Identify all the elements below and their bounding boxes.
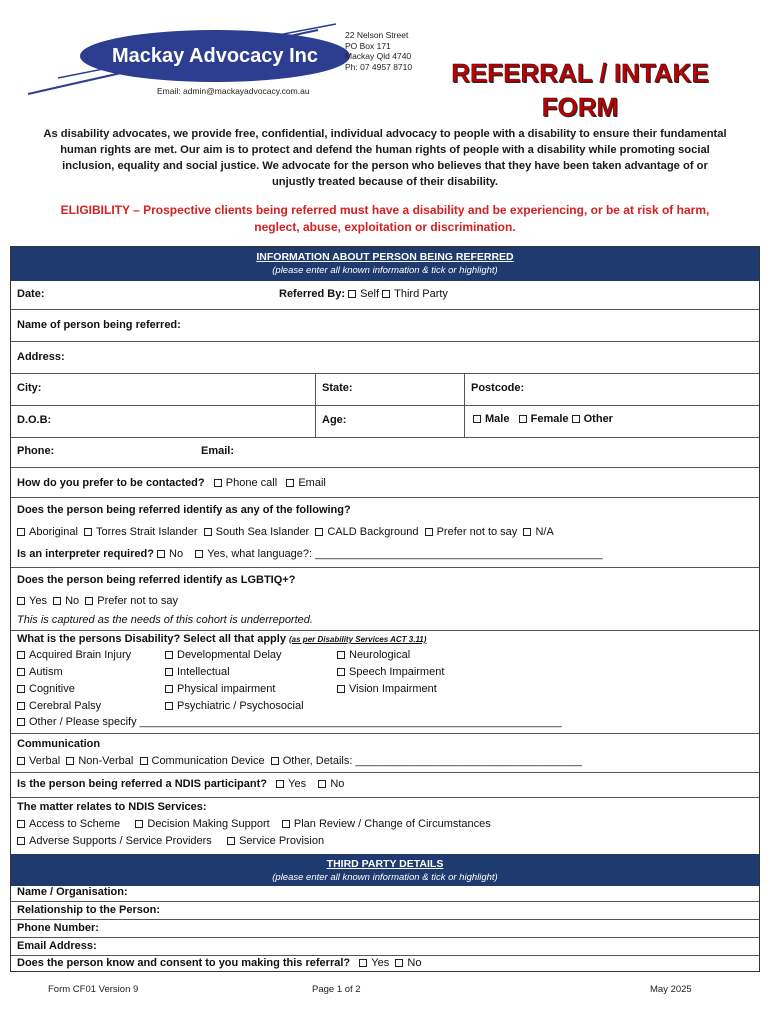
option-developmental: Developmental Delay [177, 649, 282, 661]
option-no: No [407, 957, 422, 969]
tp-relationship-label[interactable]: Relationship to the Person: [17, 904, 161, 916]
tp-name-label[interactable]: Name / Organisation: [17, 886, 128, 898]
ndis-question: Is the person being referred a NDIS participant? [17, 778, 267, 790]
disability-reference: (as per Disability Services ACT 3.11) [289, 635, 427, 644]
checkbox[interactable] [214, 479, 222, 487]
checkbox[interactable] [572, 415, 580, 423]
section-header-third-party [11, 854, 759, 886]
tp-email-label[interactable]: Email Address: [17, 940, 97, 952]
checkbox[interactable] [425, 528, 433, 536]
address-line: Mackay Qld 4740 [345, 51, 412, 61]
option-comm-device: Communication Device [151, 755, 265, 767]
checkbox[interactable] [17, 528, 25, 536]
option-cerebral-palsy: Cerebral Palsy [29, 700, 102, 712]
section-heading: INFORMATION ABOUT PERSON BEING REFERRED [256, 251, 514, 263]
referral-form [10, 246, 760, 972]
lgbt-options [17, 594, 178, 608]
checkbox[interactable] [204, 528, 212, 536]
option-yes: Yes [29, 595, 47, 607]
option-intellectual: Intellectual [177, 666, 230, 678]
interpreter-row [17, 547, 603, 561]
checkbox[interactable] [17, 668, 25, 676]
disability-other [17, 715, 562, 729]
option-south-sea: South Sea Islander [215, 526, 310, 538]
address-line: Ph: 07 4957 8710 [345, 61, 413, 72]
org-email: Email: admin@mackayadvocacy.com.au [157, 86, 310, 96]
checkbox[interactable] [227, 837, 235, 845]
eligibility-text: ELIGIBILITY – Prospective clients being referred must have a disability and be experiencing, or be at risk of harm, neglect, abuse, exploitation or discrimination. [60, 203, 710, 234]
option-aboriginal: Aboriginal [29, 526, 78, 538]
title-line-2: FORM [541, 92, 619, 122]
city-label[interactable]: City: [17, 382, 42, 394]
section-subheading: (please enter all known information & tick or highlight) [272, 265, 498, 276]
checkbox[interactable] [135, 820, 143, 828]
matter-row-2 [17, 834, 324, 848]
matter-row-1 [17, 817, 491, 831]
checkbox[interactable] [66, 757, 74, 765]
option-other-details: Other, Details: _____________________________________ [282, 755, 582, 767]
option-verbal: Verbal [29, 755, 61, 767]
option-non-verbal: Non-Verbal [78, 755, 134, 767]
option-na: N/A [535, 526, 554, 538]
option-yes: Yes [371, 957, 390, 969]
checkbox[interactable] [195, 550, 203, 558]
checkbox[interactable] [382, 290, 390, 298]
checkbox[interactable] [85, 597, 93, 605]
option-third-party: Third Party [394, 288, 448, 300]
option-yes: Yes [288, 778, 307, 790]
address-label[interactable]: Address: [17, 351, 65, 363]
checkbox[interactable] [337, 685, 345, 693]
checkbox[interactable] [165, 702, 173, 710]
checkbox[interactable] [286, 479, 294, 487]
gender-options [473, 412, 613, 426]
checkbox[interactable] [282, 820, 290, 828]
checkbox[interactable] [165, 668, 173, 676]
age-label[interactable]: Age: [322, 414, 347, 426]
identify-options [17, 525, 554, 539]
checkbox[interactable] [17, 837, 25, 845]
disability-col-2 [165, 647, 304, 715]
checkbox[interactable] [271, 757, 279, 765]
checkbox[interactable] [519, 415, 527, 423]
footer-form-version: Form CF01 Version 9 [48, 984, 139, 995]
disability-col-1 [17, 647, 131, 715]
name-label[interactable]: Name of person being referred: [17, 319, 181, 331]
option-female: Female [530, 413, 569, 425]
identify-question: Does the person being referred identify as any of the following? [17, 504, 351, 516]
checkbox[interactable] [53, 597, 61, 605]
option-cognitive: Cognitive [29, 683, 75, 695]
checkbox[interactable] [17, 757, 25, 765]
option-prefer-not: Prefer not to say [436, 526, 518, 538]
option-yes-language: Yes, what language?: _______________________________________________ [207, 548, 603, 560]
footer-date: May 2025 [650, 984, 692, 995]
option-access-scheme: Access to Scheme [29, 818, 121, 830]
address-line: PO Box 171 [345, 40, 391, 51]
option-prefer-not: Prefer not to say [97, 595, 178, 607]
checkbox[interactable] [315, 528, 323, 536]
dob-label[interactable]: D.O.B: [17, 414, 52, 426]
referred-by-field [279, 287, 448, 301]
postcode-label[interactable]: Postcode: [471, 382, 525, 394]
option-speech: Speech Impairment [349, 666, 445, 678]
option-no: No [65, 595, 80, 607]
option-plan-review: Plan Review / Change of Circumstances [293, 818, 491, 830]
checkbox[interactable] [17, 685, 25, 693]
disability-question-row [17, 632, 426, 647]
option-no: No [330, 778, 345, 790]
communication-options [17, 754, 582, 768]
checkbox[interactable] [348, 290, 356, 298]
matter-question: The matter relates to NDIS Services: [17, 801, 207, 813]
option-other: Other [583, 413, 613, 425]
checkbox[interactable] [165, 651, 173, 659]
option-abi: Acquired Brain Injury [29, 649, 132, 661]
option-decision-support: Decision Making Support [147, 818, 270, 830]
state-label[interactable]: State: [322, 382, 353, 394]
option-email: Email [298, 477, 326, 489]
checkbox[interactable] [140, 757, 148, 765]
checkbox[interactable] [473, 415, 481, 423]
contact-question: How do you prefer to be contacted? [17, 477, 205, 489]
option-torres-strait: Torres Strait Islander [96, 526, 198, 538]
checkbox[interactable] [17, 820, 25, 828]
option-phone-call: Phone call [225, 477, 278, 489]
option-psychiatric: Psychiatric / Psychosocial [177, 700, 304, 712]
consent-question: Does the person know and consent to you making this referral? [17, 957, 351, 969]
option-service-provision: Service Provision [239, 835, 325, 847]
checkbox[interactable] [318, 780, 326, 788]
checkbox[interactable] [276, 780, 284, 788]
footer-page: Page 1 of 2 [312, 984, 361, 995]
checkbox[interactable] [359, 959, 367, 967]
checkbox[interactable] [17, 597, 25, 605]
checkbox[interactable] [165, 685, 173, 693]
cohort-note: This is captured as the needs of this cohort is underreported. [17, 614, 313, 626]
checkbox[interactable] [17, 702, 25, 710]
disability-question: What is the persons Disability? Select all that apply [17, 633, 286, 645]
option-no: No [169, 548, 184, 560]
email-label[interactable]: Email: [201, 445, 235, 457]
checkbox[interactable] [337, 651, 345, 659]
form-title [440, 56, 720, 124]
section-header-person [11, 247, 759, 281]
section-heading: THIRD PARTY DETAILS [326, 858, 444, 870]
phone-label[interactable]: Phone: [17, 445, 55, 457]
checkbox[interactable] [17, 718, 25, 726]
ndis-row [17, 777, 344, 791]
checkbox[interactable] [523, 528, 531, 536]
communication-label: Communication [17, 738, 101, 750]
option-self: Self [360, 288, 380, 300]
option-other-specify: Other / Please specify _____________________________________________________________________ [29, 716, 562, 728]
address-line: 22 Nelson Street [345, 30, 409, 40]
checkbox[interactable] [157, 550, 165, 558]
checkbox[interactable] [395, 959, 403, 967]
option-adverse-supports: Adverse Supports / Service Providers [29, 835, 212, 847]
option-male: Male [485, 413, 510, 425]
checkbox[interactable] [17, 651, 25, 659]
option-autism: Autism [29, 666, 63, 678]
interpreter-question: Is an interpreter required? [17, 548, 154, 560]
org-address [345, 30, 412, 72]
logo-text: Mackay Advocacy Inc [80, 30, 350, 82]
section-subheading: (please enter all known information & tick or highlight) [272, 872, 498, 883]
option-physical: Physical impairment [177, 683, 276, 695]
consent-row [17, 956, 421, 970]
option-neurological: Neurological [349, 649, 411, 661]
contact-preference [17, 476, 326, 490]
disability-col-3 [337, 647, 444, 698]
tp-phone-label[interactable]: Phone Number: [17, 922, 99, 934]
title-line-1: REFERRAL / INTAKE [451, 58, 709, 88]
intro-text: As disability advocates, we provide free, confidential, individual advocacy to people with a disability to ensure their fundamental human rights are met. Our aim is to protect and defend the human rights of people with a disability while promoting social inclusion, equality and social justice. We advocate for the person who believes that they have been taken advantage of or unjustly treated because of their disability. [43, 128, 727, 188]
checkbox[interactable] [84, 528, 92, 536]
referred-by-label: Referred By: [279, 288, 346, 300]
date-label: Date: [17, 288, 45, 300]
option-cald: CALD Background [327, 526, 419, 538]
lgbt-question: Does the person being referred identify as LGBTIQ+? [17, 574, 296, 586]
option-vision: Vision Impairment [349, 683, 437, 695]
checkbox[interactable] [337, 668, 345, 676]
